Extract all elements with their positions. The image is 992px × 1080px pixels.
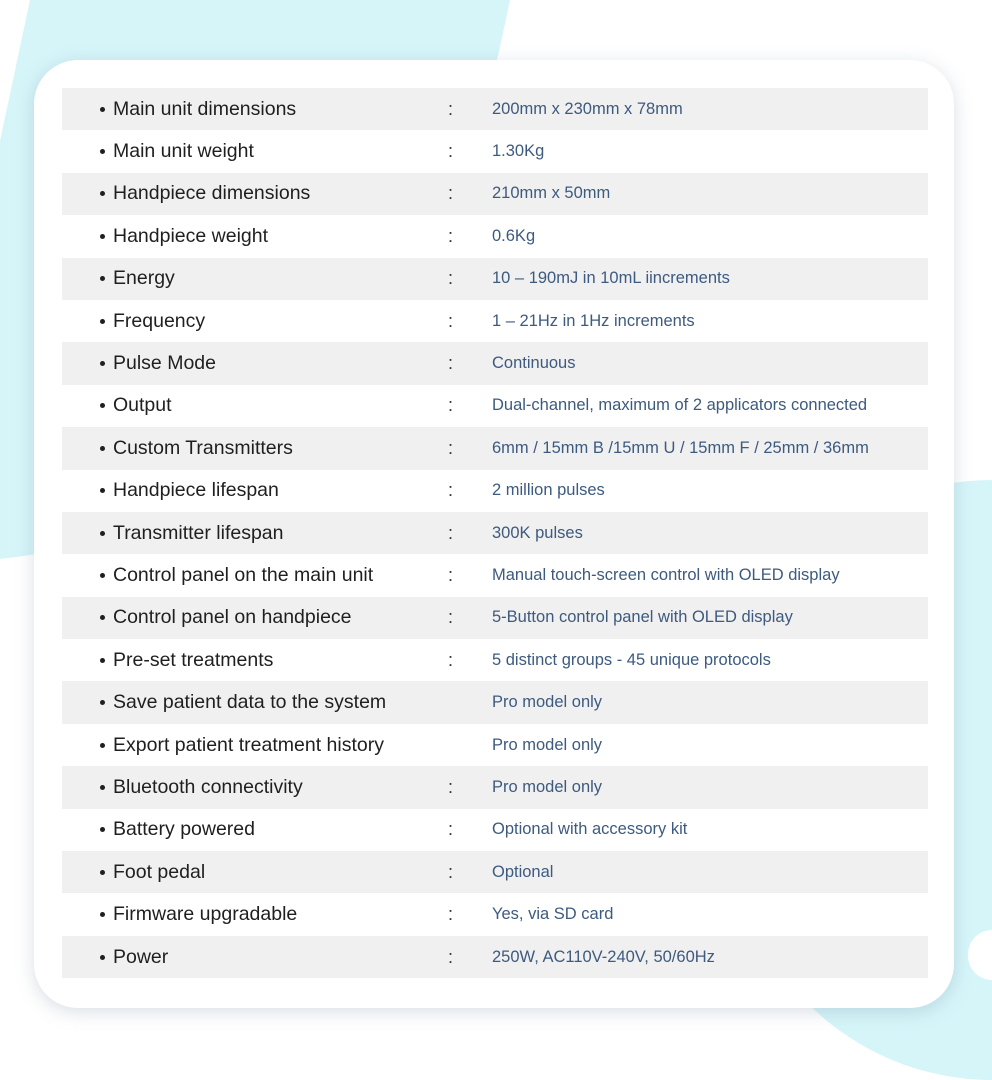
spec-label xyxy=(62,691,408,714)
spec-label xyxy=(62,182,408,205)
spec-separator: : xyxy=(448,861,454,882)
spec-row xyxy=(62,893,928,935)
bullet-icon xyxy=(100,955,105,960)
spec-row xyxy=(62,597,928,639)
spec-value: Optional xyxy=(492,862,554,881)
bullet-icon xyxy=(100,870,105,875)
spec-separator: : xyxy=(448,98,454,119)
spec-label xyxy=(62,394,408,417)
spec-value: Dual-channel, maximum of 2 applicators connected xyxy=(492,396,868,415)
spec-value: 10 – 190mJ in 10mL iincrements xyxy=(492,269,730,288)
spec-value: 6mm / 15mm B /15mm U / 15mm F / 25mm / 36mm xyxy=(492,438,869,457)
spec-separator: : xyxy=(448,183,454,204)
spec-label xyxy=(62,649,408,672)
spec-separator: : xyxy=(448,904,454,925)
spec-label xyxy=(62,606,408,629)
spec-row xyxy=(62,342,928,384)
spec-label-text: Power xyxy=(113,945,169,968)
spec-row xyxy=(62,554,928,596)
spec-label-text: Handpiece lifespan xyxy=(113,479,279,502)
spec-value: 5 distinct groups - 45 unique protocols xyxy=(492,650,771,669)
bullet-icon xyxy=(100,488,105,493)
bullet-icon xyxy=(100,573,105,578)
bullet-icon xyxy=(100,149,105,154)
spec-value: 210mm x 50mm xyxy=(492,184,611,203)
spec-row xyxy=(62,385,928,427)
spec-card xyxy=(34,60,954,1008)
bullet-icon xyxy=(100,615,105,620)
spec-row xyxy=(62,851,928,893)
spec-value: 1.30Kg xyxy=(492,142,545,161)
spec-separator: : xyxy=(448,437,454,458)
spec-label-text: Output xyxy=(113,394,172,417)
spec-row xyxy=(62,130,928,172)
spec-label-text: Control panel on handpiece xyxy=(113,606,352,629)
spec-separator: : xyxy=(448,819,454,840)
spec-row xyxy=(62,724,928,766)
spec-separator: : xyxy=(448,310,454,331)
spec-label xyxy=(62,479,408,502)
spec-label-text: Battery powered xyxy=(113,818,255,841)
spec-row xyxy=(62,681,928,723)
spec-value: Pro model only xyxy=(492,735,603,754)
spec-label xyxy=(62,818,408,841)
spec-label-text: Custom Transmitters xyxy=(113,436,293,459)
spec-label-text: Energy xyxy=(113,267,175,290)
bullet-icon xyxy=(100,658,105,663)
spec-value: Continuous xyxy=(492,354,576,373)
spec-separator: : xyxy=(448,353,454,374)
spec-row xyxy=(62,300,928,342)
spec-row xyxy=(62,512,928,554)
spec-label-text: Export patient treatment history xyxy=(113,733,384,756)
spec-separator: : xyxy=(448,564,454,585)
bullet-icon xyxy=(100,700,105,705)
bullet-icon xyxy=(100,827,105,832)
spec-label-text: Handpiece weight xyxy=(113,224,269,247)
spec-separator: : xyxy=(448,522,454,543)
bullet-icon xyxy=(100,234,105,239)
spec-label xyxy=(62,522,408,545)
spec-separator: : xyxy=(448,480,454,501)
spec-row xyxy=(62,809,928,851)
spec-label xyxy=(62,903,408,926)
spec-label-text: Main unit weight xyxy=(113,140,254,163)
spec-row xyxy=(62,470,928,512)
spec-value: Pro model only xyxy=(492,693,603,712)
spec-label-text: Main unit dimensions xyxy=(113,97,297,120)
spec-row xyxy=(62,173,928,215)
spec-label-text: Bluetooth connectivity xyxy=(113,775,303,798)
spec-label xyxy=(62,776,408,799)
spec-value: Manual touch-screen control with OLED display xyxy=(492,565,840,584)
spec-value: 200mm x 230mm x 78mm xyxy=(492,99,683,118)
spec-label-text: Frequency xyxy=(113,309,206,332)
spec-row xyxy=(62,88,928,130)
spec-label xyxy=(62,861,408,884)
bullet-icon xyxy=(100,107,105,112)
spec-separator: : xyxy=(448,141,454,162)
spec-label xyxy=(62,352,408,375)
bullet-icon xyxy=(100,403,105,408)
spec-separator: : xyxy=(448,649,454,670)
spec-value: 250W, AC110V-240V, 50/60Hz xyxy=(492,947,715,966)
bullet-icon xyxy=(100,743,105,748)
spec-label-text: Handpiece dimensions xyxy=(113,182,311,205)
spec-label xyxy=(62,310,408,333)
spec-separator: : xyxy=(448,225,454,246)
spec-label xyxy=(62,734,408,757)
spec-label-text: Pulse Mode xyxy=(113,352,216,375)
spec-label-text: Firmware upgradable xyxy=(113,903,298,926)
spec-label xyxy=(62,98,408,121)
spec-value: 1 – 21Hz in 1Hz increments xyxy=(492,311,695,330)
spec-value: 2 million pulses xyxy=(492,481,605,500)
spec-separator: : xyxy=(448,776,454,797)
spec-label xyxy=(62,946,408,969)
bullet-icon xyxy=(100,191,105,196)
spec-separator: : xyxy=(448,946,454,967)
bullet-icon xyxy=(100,276,105,281)
spec-row xyxy=(62,427,928,469)
spec-row xyxy=(62,639,928,681)
bullet-icon xyxy=(100,531,105,536)
bullet-icon xyxy=(100,785,105,790)
spec-label xyxy=(62,225,408,248)
spec-value: Optional with accessory kit xyxy=(492,820,688,839)
bullet-icon xyxy=(100,361,105,366)
spec-label-text: Foot pedal xyxy=(113,860,206,883)
spec-label xyxy=(62,140,408,163)
spec-separator: : xyxy=(448,395,454,416)
spec-value: Yes, via SD card xyxy=(492,905,614,924)
spec-label xyxy=(62,437,408,460)
spec-label xyxy=(62,564,408,587)
spec-value: Pro model only xyxy=(492,777,603,796)
spec-row xyxy=(62,766,928,808)
bullet-icon xyxy=(100,446,105,451)
spec-value: 300K pulses xyxy=(492,523,583,542)
spec-row xyxy=(62,936,928,978)
spec-value: 0.6Kg xyxy=(492,226,536,245)
spec-row xyxy=(62,215,928,257)
spec-label-text: Pre-set treatments xyxy=(113,648,274,671)
spec-separator: : xyxy=(448,607,454,628)
spec-table xyxy=(62,88,928,978)
spec-label xyxy=(62,267,408,290)
spec-label-text: Control panel on the main unit xyxy=(113,563,374,586)
spec-label-text: Transmitter lifespan xyxy=(113,521,284,544)
spec-separator: : xyxy=(448,268,454,289)
spec-row xyxy=(62,258,928,300)
spec-label-text: Save patient data to the system xyxy=(113,691,387,714)
bullet-icon xyxy=(100,912,105,917)
bullet-icon xyxy=(100,319,105,324)
spec-value: 5-Button control panel with OLED display xyxy=(492,608,793,627)
